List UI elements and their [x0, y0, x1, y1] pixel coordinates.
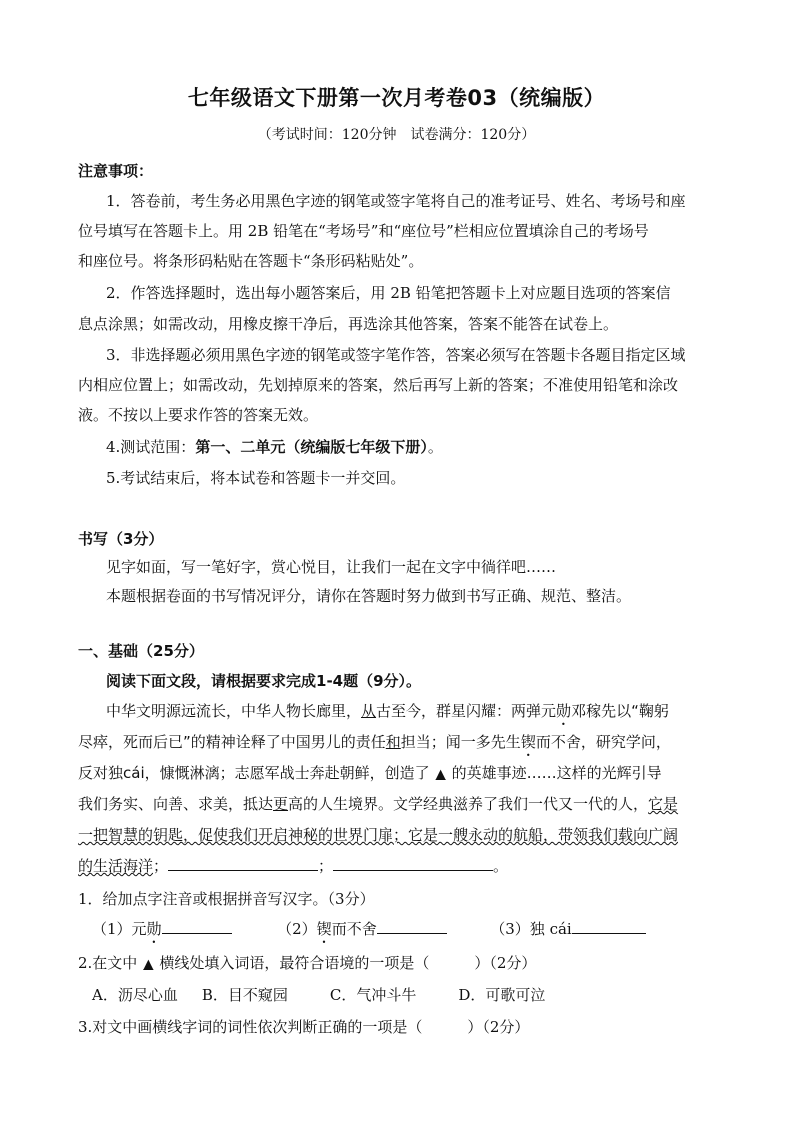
question-3: 3.对文中画横线字词的词性依次判断正确的一项是（ ）（2分） [78, 1018, 530, 1036]
passage-text: ，慷慨淋漓；志愿军战士奔赴朝鲜，创造了 [144, 764, 430, 782]
notice-item-1-line-1: 1．答卷前，考生务必用黑色字迹的钢笔或签字笔将自己的准考证号、姓名、考场号和座 [106, 192, 686, 210]
writing-line-2: 本题根据卷面的书写情况评分，请你在答题时努力做到书写正确、规范、整洁。 [106, 587, 632, 605]
dotted-char: 锲 [316, 920, 332, 938]
passage-line-3 [78, 762, 662, 783]
notice-item-3-line-1: 3．非选择题必须用黑色字迹的钢笔或签字笔作答，答案必须写在答题卡各题目指定区域 [106, 346, 686, 364]
underlined-word: 和 [385, 733, 401, 751]
dotted-char: 勋 [556, 702, 572, 720]
answer-blank [572, 919, 646, 934]
passage-line-2 [78, 731, 671, 760]
underlined-word: 更 [273, 795, 289, 813]
choice-b: B．目不窥园 [201, 986, 288, 1004]
passage-text: 邓稼先以“鞠躬 [571, 702, 669, 720]
question-1: 1．给加点字注音或根据拼音写汉字。（3分） [78, 890, 375, 908]
notice-item-1-line-3: 和座位号。将条形码粘贴在答题卡“条形码粘贴处”。 [78, 252, 424, 270]
triangle-blank-marker: ▲ [143, 957, 154, 972]
passage-line-5: 一把智慧的钥匙，促使我们开启神秘的世界门扉；它是一艘永动的航船，带领我们载向广阔 [78, 826, 679, 844]
choice-c: C．气冲斗牛 [329, 986, 417, 1004]
passage-text: 。 [493, 857, 509, 875]
choice-d: D．可歌可泣 [458, 986, 546, 1004]
notice-item-2-line-2: 息点涂黑；如需改动，用橡皮擦干净后，再选涂其他答案，答案不能答在试卷上。 [78, 315, 619, 333]
question-2-choices [92, 984, 545, 1005]
passage-text: 我们务实、向善、求美，抵达 [78, 795, 274, 813]
pinyin-text: cái [123, 764, 145, 782]
dotted-char: 锲 [520, 733, 536, 751]
notice-item-4 [106, 436, 443, 457]
passage-text: ； [318, 857, 334, 875]
option-label: （3）独 cái [490, 920, 572, 938]
exam-title: 七年级语文下册第一次月考卷03（统编版） [187, 86, 606, 110]
writing-heading: 书写（3分） [78, 530, 164, 548]
notice-item-3-line-2: 内相应位置上；如需改动，先划掉原来的答案，然后再写上新的答案；不准使用铅笔和涂改 [78, 376, 679, 394]
option-label: 而不舍 [331, 920, 377, 938]
passage-line-6 [78, 855, 508, 876]
passage-text: 而不舍，研究学问， [535, 733, 671, 751]
dotted-char: 勋 [146, 920, 162, 938]
section-1-heading: 一、基础（25分） [78, 642, 204, 660]
question-2 [78, 952, 536, 973]
question-text: 2.在文中 [78, 954, 138, 972]
passage-text: ； [153, 857, 169, 875]
underlined-word: 从 [361, 702, 377, 720]
notice-item-5: 5.考试结束后，将本试卷和答题卡一并交回。 [106, 469, 406, 487]
notice-item-4-scope: 第一、二单元（统编版七年级下册） [195, 438, 428, 456]
notice-item-4-prefix: 4.测试范围： [106, 438, 196, 456]
notice-item-2-line-1: 2．作答选择题时，选出每小题答案后，用 2B 铅笔把答题卡上对应题目选项的答案信 [106, 284, 671, 302]
passage-line-1 [106, 700, 669, 729]
writing-line-1: 见字如面，写一笔好字，赏心悦目，让我们一起在文字中徜徉吧…… [106, 558, 557, 576]
answer-blank [333, 856, 493, 871]
question-1-options [92, 918, 646, 947]
option-label: （2） [277, 920, 317, 938]
passage-text: 担当；闻一多先生 [400, 733, 521, 751]
answer-blank [168, 856, 318, 871]
notice-item-4-suffix: 。 [427, 438, 443, 456]
choice-a: A．沥尽心血 [92, 986, 178, 1004]
option-label: （1）元 [92, 920, 147, 938]
triangle-blank-marker: ▲ [435, 767, 446, 782]
answer-blank [162, 919, 232, 934]
passage-text: 中华文明源远流长，中华人物长廊里， [106, 702, 362, 720]
passage-text: 尽瘁，死而后已”的精神诠释了中国男儿的责任 [78, 733, 386, 751]
wavy-underlined-text: 的生活海洋 [78, 857, 154, 875]
passage-text: 反对独 [78, 764, 124, 782]
wavy-underlined-text: 它是 [648, 795, 679, 813]
passage-text: 的英雄事迹……这样的光辉引导 [451, 764, 662, 782]
passage-text: 古至今，群星闪耀：两弹元 [376, 702, 557, 720]
passage-text: 高的人生境界。文学经典滋养了我们一代又一代的人， [288, 795, 649, 813]
question-text: 横线处填入词语，最符合语境的一项是（ ）（2分） [159, 954, 537, 972]
exam-subtitle: （考试时间：120分钟 试卷满分：120分） [257, 127, 536, 143]
answer-blank [377, 919, 447, 934]
passage-line-4 [78, 793, 678, 814]
notice-item-1-line-2: 位号填写在答题卡上。用 2B 铅笔在“考场号”和“座位号”栏相应位置填涂自己的考场号 [78, 222, 649, 240]
section-1-instruction: 阅读下面文段，请根据要求完成1-4题（9分）。 [106, 672, 422, 690]
notice-heading: 注意事项： [78, 162, 154, 180]
notice-item-3-line-3: 液。不按以上要求作答的答案无效。 [78, 406, 319, 424]
